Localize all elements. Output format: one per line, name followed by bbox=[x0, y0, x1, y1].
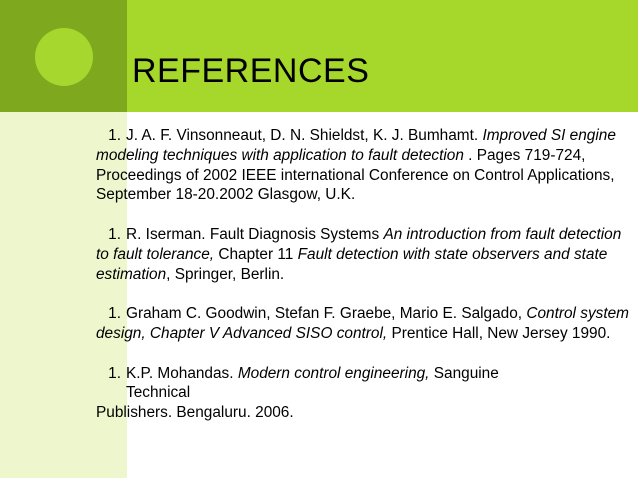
slide-title: REFERENCES bbox=[132, 52, 370, 90]
reference-title: Control system design, Chapter V Advanced SISO control, bbox=[96, 305, 629, 342]
reference-item-1 bbox=[96, 126, 636, 205]
reference-details: . Pages 719-724, Proceedings of 2002 IEEE international Conference on Control Applications, September 18-20.2002 Glasgow, U.K. bbox=[96, 146, 615, 204]
reference-item-3 bbox=[96, 304, 636, 344]
reference-details: Chapter 11 bbox=[214, 245, 298, 263]
reference-number: 1. bbox=[108, 364, 121, 382]
reference-number: 1. bbox=[108, 305, 121, 323]
reference-publisher: , Springer, Berlin. bbox=[166, 265, 285, 283]
reference-authors: R. Iserman. Fault Diagnosis Systems bbox=[126, 225, 384, 243]
reference-list bbox=[96, 126, 636, 443]
decorative-circle bbox=[35, 28, 93, 86]
reference-item-2 bbox=[96, 225, 636, 284]
reference-title: An introduction from fault detection to fault tolerance, bbox=[96, 225, 622, 263]
reference-authors: J. A. F. Vinsonneaut, D. N. Shieldst, K. J. Bumhamt. bbox=[126, 127, 483, 144]
reference-title: Modern control engineering, bbox=[237, 364, 430, 382]
reference-authors: K.P. Mohandas. bbox=[126, 364, 238, 382]
reference-authors: Graham C. Goodwin, Stefan F. Graebe, Mario E. Salgado, bbox=[126, 305, 527, 323]
reference-details: Sanguine bbox=[429, 364, 499, 382]
reference-title: Improved SI engine modeling techniques with application to fault detection bbox=[96, 127, 616, 164]
reference-number: 1. bbox=[108, 225, 121, 243]
reference-details-cont: Technical bbox=[126, 384, 191, 402]
reference-publisher: Publishers. Bengaluru. 2006. bbox=[96, 404, 294, 422]
reference-chapter-title: Fault detection with state observers and state estimation bbox=[96, 245, 608, 283]
reference-details: Prentice Hall, New Jersey 1990. bbox=[387, 324, 611, 342]
reference-number: 1. bbox=[108, 127, 121, 144]
reference-item-4 bbox=[96, 364, 636, 423]
